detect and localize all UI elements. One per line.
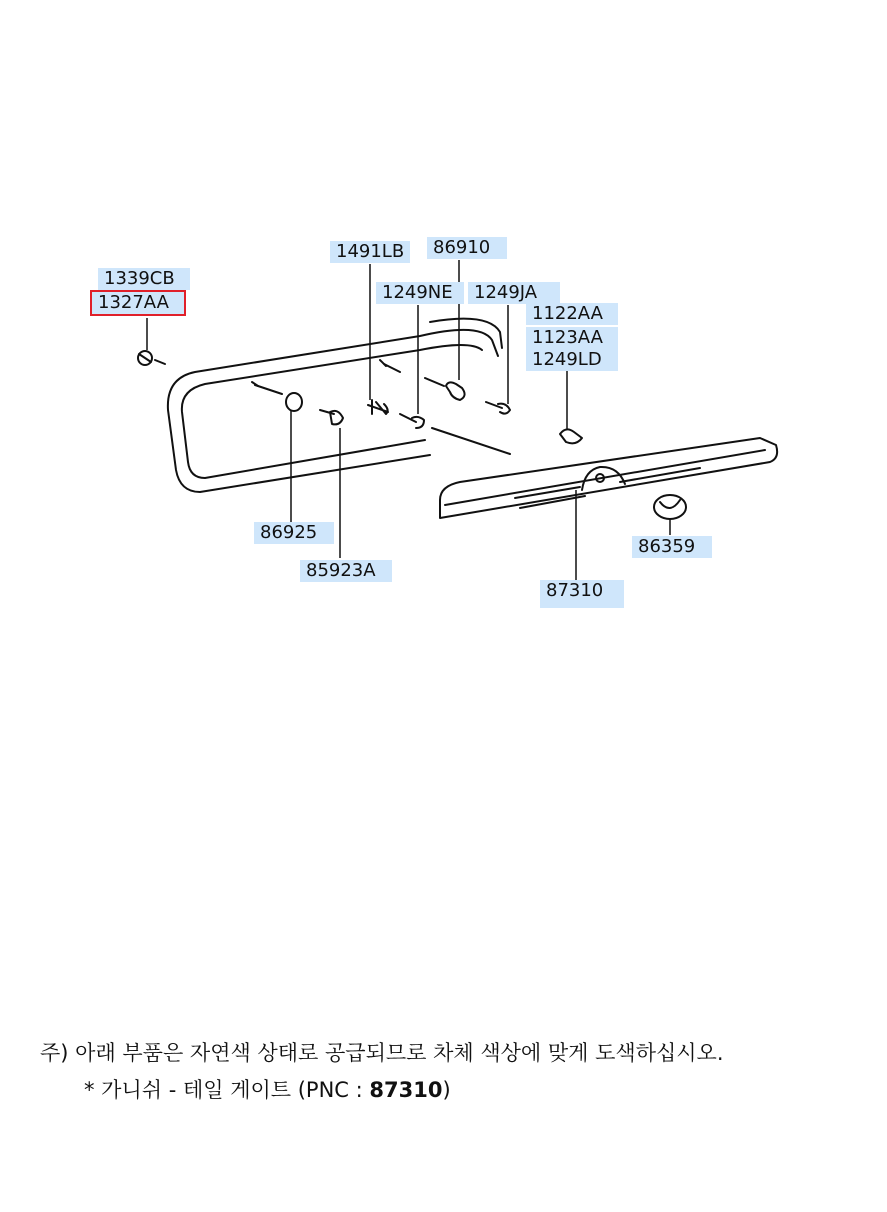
part-label-87310[interactable]: 87310 — [540, 580, 624, 608]
part-label-1491LB[interactable]: 1491LB — [330, 241, 410, 263]
part-label-86910[interactable]: 86910 — [427, 237, 507, 259]
garnish-tailgate — [440, 438, 777, 518]
part-label-86925[interactable]: 86925 — [254, 522, 334, 544]
clip-1122AA — [560, 429, 582, 443]
part-label-1327AA[interactable]: 1327AA — [92, 292, 184, 314]
note-line-2-prefix: * 가니쉬 - 테일 게이트 (PNC : — [84, 1078, 370, 1102]
part-label-1122AA[interactable]: 1122AA — [526, 303, 618, 325]
screw-1249NE — [400, 414, 424, 428]
note-pnc: 87310 — [369, 1078, 443, 1102]
part-label-1249NE[interactable]: 1249NE — [376, 282, 464, 304]
fastener-85923A — [320, 410, 343, 424]
part-label-1339CB[interactable]: 1339CB — [98, 268, 190, 290]
note-line-2-suffix: ) — [442, 1078, 451, 1102]
note-line-2 — [84, 1074, 451, 1104]
part-label-86359[interactable]: 86359 — [632, 536, 712, 558]
part-label-1249JA[interactable]: 1249JA — [468, 282, 560, 304]
part-label-85923A[interactable]: 85923A — [300, 560, 392, 582]
bolt-1491LB — [368, 400, 388, 414]
screw-1249JA — [486, 402, 510, 414]
note-line-1: 주) 아래 부품은 자연색 상태로 공급되므로 차체 색상에 맞게 도색하십시오. — [40, 1041, 724, 1065]
part-label-1249LD[interactable]: 1249LD — [526, 349, 618, 371]
cap-86925 — [286, 393, 302, 411]
clip-86910 — [446, 382, 465, 400]
part-label-1123AA[interactable]: 1123AA — [526, 327, 618, 349]
